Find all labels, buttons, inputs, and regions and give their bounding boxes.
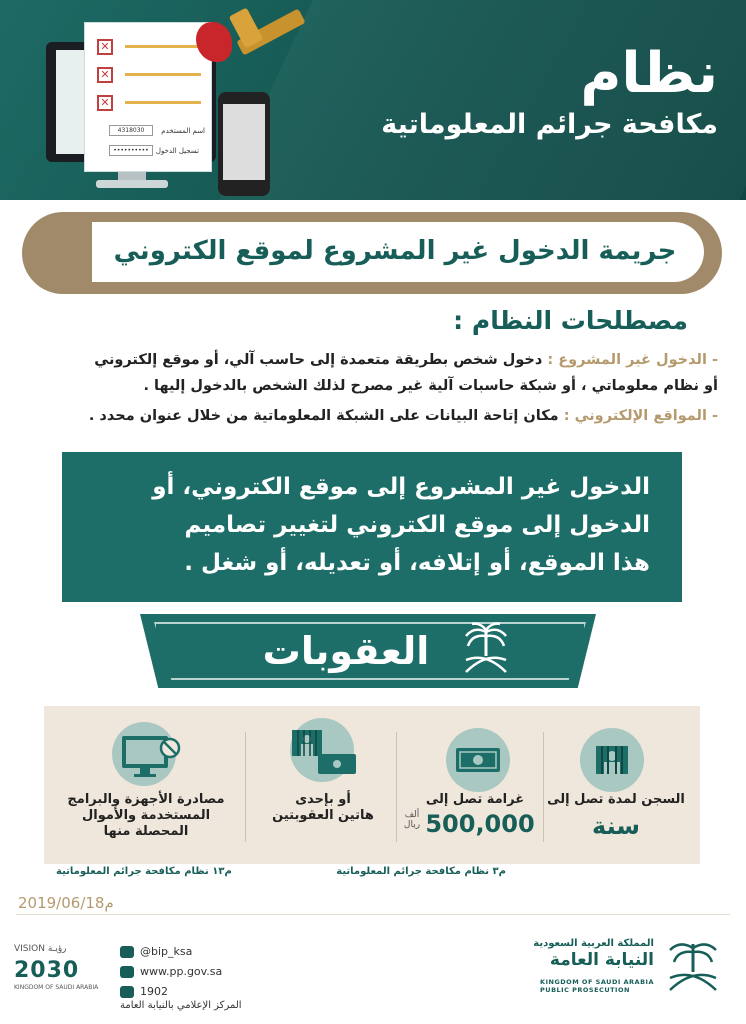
website-icon (120, 966, 134, 978)
confiscation-line2: المستخدمة والأموال (81, 808, 211, 823)
doc-line (125, 45, 201, 48)
public-prosecution-logo-icon (660, 936, 726, 998)
term-1-def-line2: أو نظام معلوماتي ، أو شبكة حاسبات آلية غير مصرح لذلك الشخص بالدخول إليها . (143, 378, 718, 394)
vision-kingdom: KINGDOM OF SAUDI ARABIA (14, 984, 99, 991)
login-button-label: تسجيل الدخول (155, 147, 199, 155)
page-title: نظام (580, 41, 718, 106)
fine-unit-bottom: ريال (403, 820, 421, 830)
vision-top: VISION رؤيـة (14, 944, 67, 954)
confiscation-line1: مصادرة الأجهزة والبرامج (67, 792, 225, 807)
ppo-en-line1: KINGDOM OF SAUDI ARABIA (540, 978, 654, 986)
term-2-def: مكان إتاحة البيانات على الشبكة المعلوماتية من خلال عنوان محدد . (88, 408, 559, 424)
twitter-icon (120, 946, 134, 958)
prison-and-cash-icon (288, 728, 360, 784)
definition-text (90, 468, 650, 582)
terms-heading: مصطلحات النظام : (453, 306, 688, 335)
x-mark-icon: ✕ (97, 67, 113, 83)
prison-value: سنة (592, 812, 640, 840)
term-1-name: - الدخول غير المشروع : (547, 352, 718, 368)
fine-unit (400, 810, 424, 830)
prison-icon (594, 742, 630, 778)
doc-line (125, 101, 201, 104)
login-password-value: •••••••••• (109, 145, 153, 156)
website-link[interactable]: www.pp.gov.sa (140, 965, 223, 978)
definition-line3: هذا الموقع، أو إتلافه، أو تعديله، أو شغل . (184, 550, 650, 576)
divider (543, 732, 544, 842)
document-icon (84, 22, 212, 172)
divider (245, 732, 246, 842)
palm-swords-emblem-icon (460, 622, 512, 678)
definition-line2: الدخول إلى موقع الكتروني لتغيير تصاميم (184, 512, 650, 538)
footer-divider (16, 914, 730, 915)
page-subtitle: مكافحة جرائم المعلوماتية (381, 109, 718, 140)
penalties-heading: العقوبات (262, 629, 430, 673)
ppo-name-en (540, 978, 654, 994)
term-2 (28, 404, 718, 428)
article-reference-left: م١٣ نظام مكافحة جرائم المعلوماتية (56, 866, 232, 877)
vision-2030-logo: 2030 (14, 958, 80, 983)
media-center: المركز الإعلامي بالنيابة العامة (120, 1000, 242, 1011)
login-user-label: اسم المستخدم (161, 127, 205, 135)
fine-value: 500,000 (425, 810, 535, 838)
term-1 (28, 348, 718, 372)
definition-line1: الدخول غير المشروع إلى موقع الكتروني، أو (152, 474, 650, 500)
phone-call-icon (120, 986, 134, 998)
monitor-banned-icon (120, 734, 184, 782)
fine-unit-top: ألف (404, 810, 420, 820)
ppo-name-ar: النيابة العامة (549, 950, 654, 970)
doc-line (125, 73, 201, 76)
ppo-en-line2: PUBLIC PROSECUTION (540, 986, 630, 994)
x-mark-icon: ✕ (97, 39, 113, 55)
either-line1: أو بإحدى (295, 792, 351, 807)
term-2-name: - المواقع الإلكتروني : (563, 408, 718, 424)
crime-title: جريمة الدخول غير المشروع لموقع الكتروني (113, 236, 677, 266)
monitor-base (96, 180, 168, 188)
divider (396, 732, 397, 842)
x-mark-icon: ✕ (97, 95, 113, 111)
cash-icon (454, 746, 502, 774)
ppo-kingdom-ar: المملكة العربية السعودية (533, 938, 654, 949)
term-1-def-line1: دخول شخص بطريقة متعمدة إلى حاسب آلي، أو موقع إلكتروني (94, 352, 543, 368)
either-label (258, 792, 388, 824)
phone-number[interactable]: 1902 (140, 985, 168, 998)
twitter-handle[interactable]: @bip_ksa (140, 945, 193, 958)
fine-label: غرامة تصل إلى (425, 792, 525, 807)
phone-screen (223, 104, 265, 180)
confiscation-label (56, 792, 236, 840)
login-user-value: 4318030 (109, 125, 153, 136)
article-reference-right: م٣ نظام مكافحة جرائم المعلوماتية (336, 866, 506, 877)
publish-date: 2019/06/18م (18, 894, 114, 912)
prison-label: السجن لمدة تصل إلى (547, 792, 685, 807)
confiscation-line3: المحصلة منها (103, 824, 189, 839)
either-line2: هاتين العقوبتين (272, 808, 374, 823)
